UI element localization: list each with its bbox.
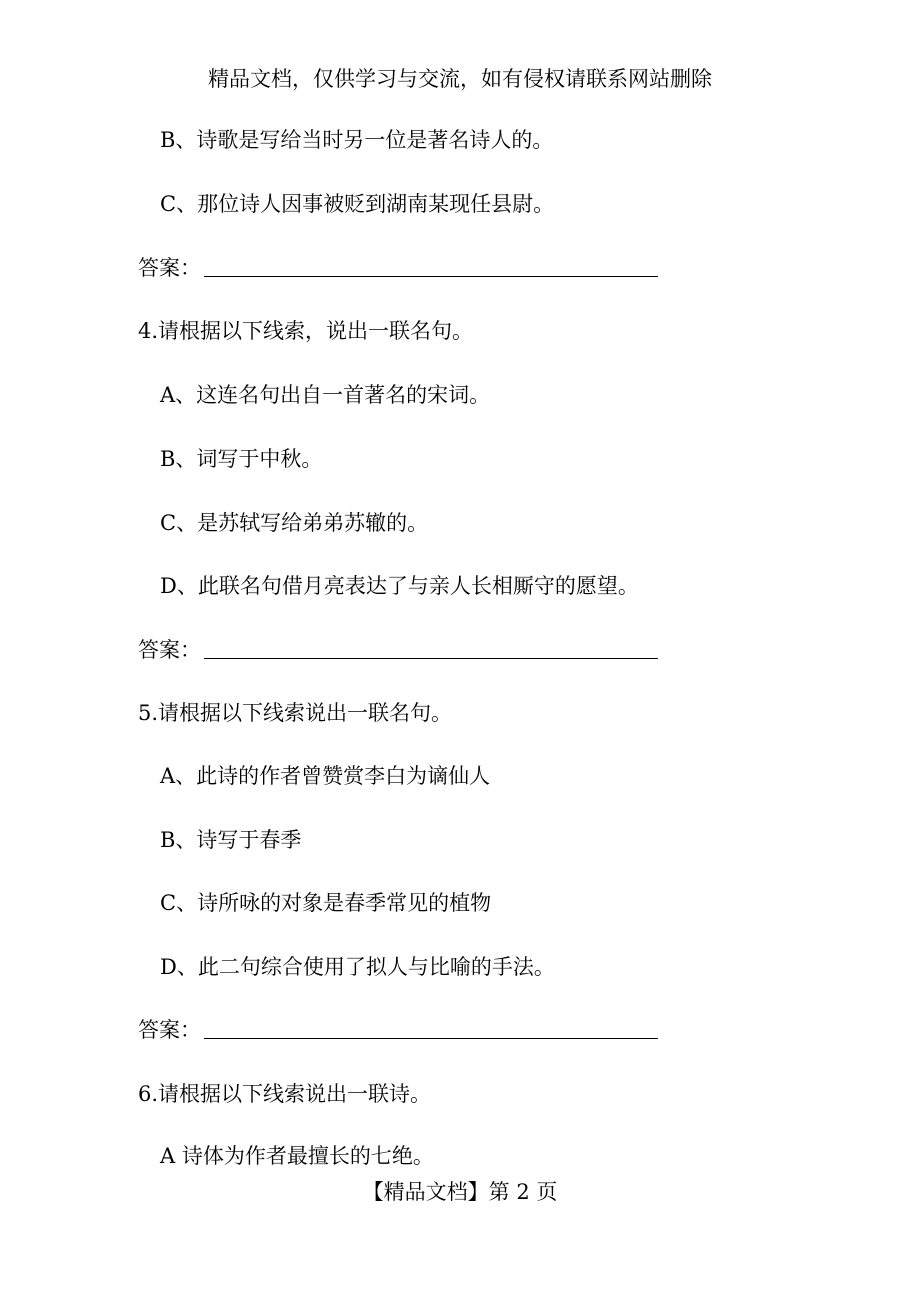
q5-option-b: B、诗写于春季 xyxy=(160,828,302,852)
q4-option-c: C、是苏轼写给弟弟苏辙的。 xyxy=(160,511,429,535)
q4-answer xyxy=(138,637,201,663)
answer-label: 答案： xyxy=(138,256,201,280)
q6-prompt: 6.请根据以下线索说出一联诗。 xyxy=(138,1082,432,1106)
answer-label: 答案： xyxy=(138,1018,201,1042)
page-footer: 【精品文档】第 2 页 xyxy=(362,1180,558,1204)
q5-option-a: A、此诗的作者曾赞赏李白为谪仙人 xyxy=(160,764,491,788)
answer-blank-line[interactable] xyxy=(204,276,658,277)
q5-option-d: D、此二句综合使用了拟人与比喻的手法。 xyxy=(160,955,555,979)
q5-option-c: C、诗所咏的对象是春季常见的植物 xyxy=(160,891,492,915)
page-header: 精品文档，仅供学习与交流，如有侵权请联系网站删除 xyxy=(208,67,712,91)
q5-prompt: 5.请根据以下线索说出一联名句。 xyxy=(138,701,453,725)
q3-option-c: C、那位诗人因事被贬到湖南某现任县尉。 xyxy=(160,192,555,216)
answer-blank-line[interactable] xyxy=(204,1038,658,1039)
q3-option-b: B、诗歌是写给当时另一位是著名诗人的。 xyxy=(160,128,554,152)
answer-blank-line[interactable] xyxy=(204,658,658,659)
answer-label: 答案： xyxy=(138,638,201,662)
q6-option-a: A 诗体为作者最擅长的七绝。 xyxy=(160,1144,434,1168)
q4-option-d: D、此联名句借月亮表达了与亲人长相厮守的愿望。 xyxy=(160,574,639,598)
q4-prompt: 4.请根据以下线索，说出一联名句。 xyxy=(138,319,474,343)
q4-option-b: B、词写于中秋。 xyxy=(160,447,323,471)
q5-answer xyxy=(138,1017,201,1043)
q4-option-a: A、这连名句出自一首著名的宋词。 xyxy=(160,383,491,407)
q3-answer xyxy=(138,255,201,281)
